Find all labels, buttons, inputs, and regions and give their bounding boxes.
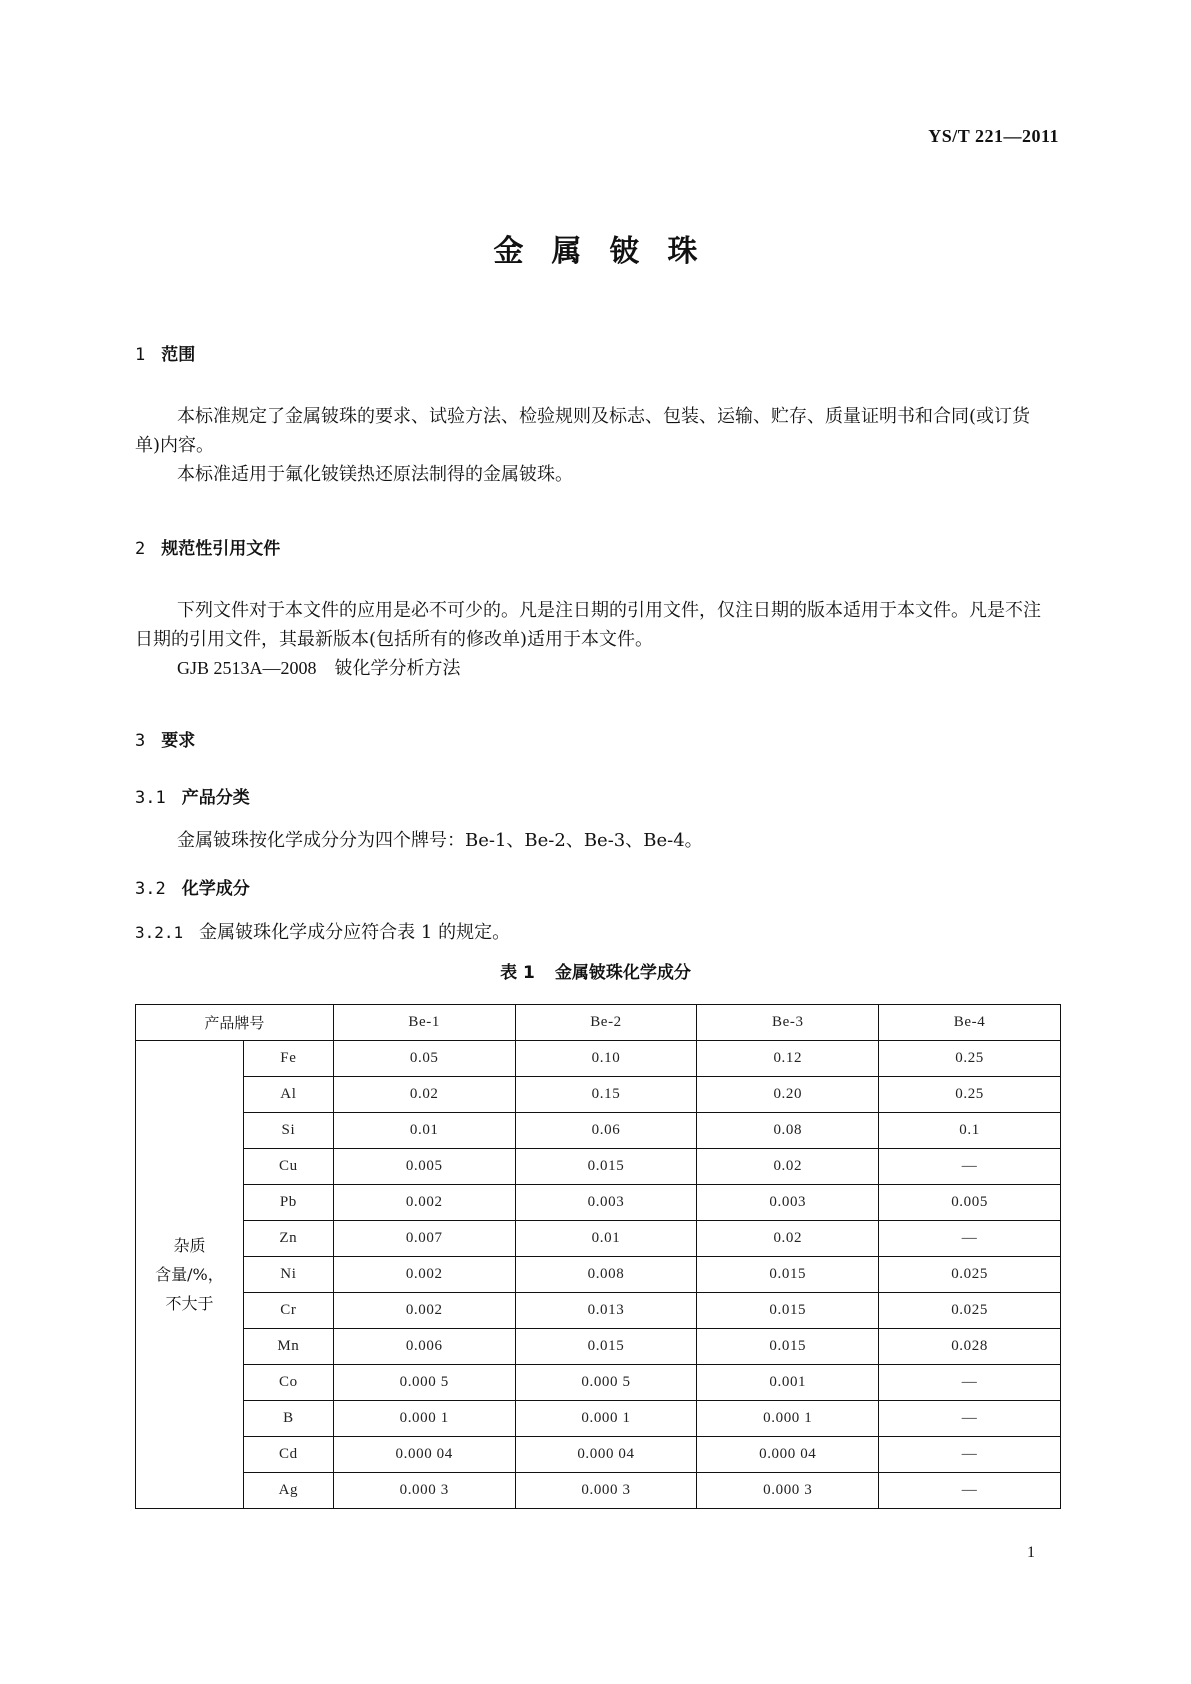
clause-3-2-1-number: 3.2.1 [135,923,184,942]
value-cell: 0.05 [333,1041,515,1077]
value-cell: 0.20 [697,1077,879,1113]
value-cell: 0.000 04 [333,1437,515,1473]
value-cell: 0.008 [515,1257,697,1293]
page-title: 金属铍珠 [493,234,726,269]
product-grade-header: 产品牌号 [136,1005,334,1041]
value-cell: 0.000 3 [515,1473,697,1509]
impurity-label-line-1: 杂质 [173,1236,206,1255]
element-cell: Cr [243,1293,333,1329]
section-3-1-paragraph: 金属铍珠按化学成分分为四个牌号：Be-1、Be-2、Be-3、Be-4。 [177,830,703,851]
value-cell: 0.015 [697,1329,879,1365]
value-cell: — [879,1365,1061,1401]
normative-reference-item: GJB 2513A—2008 铍化学分析方法 [177,658,461,678]
value-cell: 0.015 [515,1149,697,1185]
value-cell: 0.01 [333,1113,515,1149]
value-cell: 0.002 [333,1185,515,1221]
impurity-label-line-3: 不大于 [165,1294,214,1313]
value-cell: 0.02 [697,1221,879,1257]
element-cell: Al [243,1077,333,1113]
section-3-1-body [135,826,1055,855]
value-cell: 0.25 [879,1077,1061,1113]
value-cell: 0.000 04 [515,1437,697,1473]
section-3-2-title: 化学成分 [181,879,250,899]
value-cell: 0.002 [333,1257,515,1293]
value-cell: 0.02 [697,1149,879,1185]
table-1-caption [0,958,1191,983]
section-2-number: 2 [135,539,146,559]
value-cell: 0.25 [879,1041,1061,1077]
grade-header-cell: Be-2 [515,1005,697,1041]
section-2-paragraph-1: 下列文件对于本文件的应用是必不可少的。凡是注日期的引用文件，仅注日期的版本适用于本文件。凡是不注日期的引用文件，其最新版本(包括所有的修改单)适用于本文件。 [135,600,1041,650]
element-cell: Si [243,1113,333,1149]
element-cell: Ni [243,1257,333,1293]
value-cell: 0.015 [697,1257,879,1293]
element-cell: Pb [243,1185,333,1221]
section-1-heading [135,340,195,365]
element-cell: B [243,1401,333,1437]
value-cell: 0.028 [879,1329,1061,1365]
grade-header-cell: Be-1 [333,1005,515,1041]
grade-header-cell: Be-4 [879,1005,1061,1041]
table-row [136,1473,1061,1509]
value-cell: 0.005 [879,1185,1061,1221]
table-row [136,1077,1061,1113]
value-cell: 0.015 [515,1329,697,1365]
value-cell: 0.000 1 [333,1401,515,1437]
value-cell: 0.013 [515,1293,697,1329]
document-code: YS/T 221—2011 [928,126,1059,146]
table-row [136,1185,1061,1221]
section-2-body [135,596,1055,683]
value-cell: 0.007 [333,1221,515,1257]
table-row [136,1329,1061,1365]
table-row [136,1401,1061,1437]
value-cell: 0.002 [333,1293,515,1329]
value-cell: 0.015 [697,1293,879,1329]
table-row [136,1041,1061,1077]
table-header-row [136,1005,1061,1041]
table-row [136,1293,1061,1329]
value-cell: 0.000 5 [333,1365,515,1401]
table-row [136,1221,1061,1257]
value-cell: — [879,1401,1061,1437]
value-cell: 0.08 [697,1113,879,1149]
table-row [136,1149,1061,1185]
section-1-paragraph-1: 本标准规定了金属铍珠的要求、试验方法、检验规则及标志、包装、运输、贮存、质量证明书和合同(或订货单)内容。 [135,406,1031,456]
value-cell: 0.000 04 [697,1437,879,1473]
value-cell: 0.000 5 [515,1365,697,1401]
table-1-title: 金属铍珠化学成分 [554,963,691,983]
section-3-1-heading [135,783,250,808]
table-row [136,1113,1061,1149]
value-cell: 0.01 [515,1221,697,1257]
element-cell: Ag [243,1473,333,1509]
section-3-number: 3 [135,731,146,751]
value-cell: — [879,1473,1061,1509]
value-cell: 0.10 [515,1041,697,1077]
section-1-title: 范围 [161,345,196,365]
element-cell: Cu [243,1149,333,1185]
value-cell: 0.025 [879,1293,1061,1329]
value-cell: 0.000 3 [697,1473,879,1509]
value-cell: 0.003 [515,1185,697,1221]
clause-3-2-1-text: 金属铍珠化学成分应符合表 1 的规定。 [199,922,511,943]
element-cell: Mn [243,1329,333,1365]
table-row [136,1437,1061,1473]
value-cell: 0.02 [333,1077,515,1113]
section-3-2-number: 3.2 [135,879,166,899]
element-cell: Fe [243,1041,333,1077]
value-cell: 0.15 [515,1077,697,1113]
section-1-paragraph-2: 本标准适用于氟化铍镁热还原法制得的金属铍珠。 [177,464,573,485]
value-cell: 0.000 1 [515,1401,697,1437]
element-cell: Co [243,1365,333,1401]
value-cell: 0.12 [697,1041,879,1077]
section-3-heading [135,726,195,751]
element-cell: Zn [243,1221,333,1257]
section-2-title: 规范性引用文件 [161,539,281,559]
page-number: 1 [1027,1544,1035,1561]
section-3-2-heading [135,874,250,899]
table-row [136,1365,1061,1401]
value-cell: — [879,1437,1061,1473]
section-3-1-number: 3.1 [135,788,166,808]
value-cell: 0.025 [879,1257,1061,1293]
value-cell: — [879,1221,1061,1257]
chemical-composition-table [135,1004,1061,1509]
table-1-number: 表 1 [500,963,535,983]
element-cell: Cd [243,1437,333,1473]
value-cell: 0.1 [879,1113,1061,1149]
value-cell: 0.000 1 [697,1401,879,1437]
table-row [136,1257,1061,1293]
section-1-body [135,402,1055,489]
section-1-number: 1 [135,345,146,365]
value-cell: 0.06 [515,1113,697,1149]
value-cell: 0.005 [333,1149,515,1185]
impurity-content-label [136,1041,244,1509]
value-cell: 0.006 [333,1329,515,1365]
section-3-1-title: 产品分类 [181,788,250,808]
section-2-heading [135,534,280,559]
value-cell: 0.003 [697,1185,879,1221]
clause-3-2-1 [135,918,510,944]
value-cell: — [879,1149,1061,1185]
impurity-label-line-2: 含量/%， [155,1265,224,1284]
grade-header-cell: Be-3 [697,1005,879,1041]
section-3-title: 要求 [161,731,196,751]
value-cell: 0.000 3 [333,1473,515,1509]
value-cell: 0.001 [697,1365,879,1401]
